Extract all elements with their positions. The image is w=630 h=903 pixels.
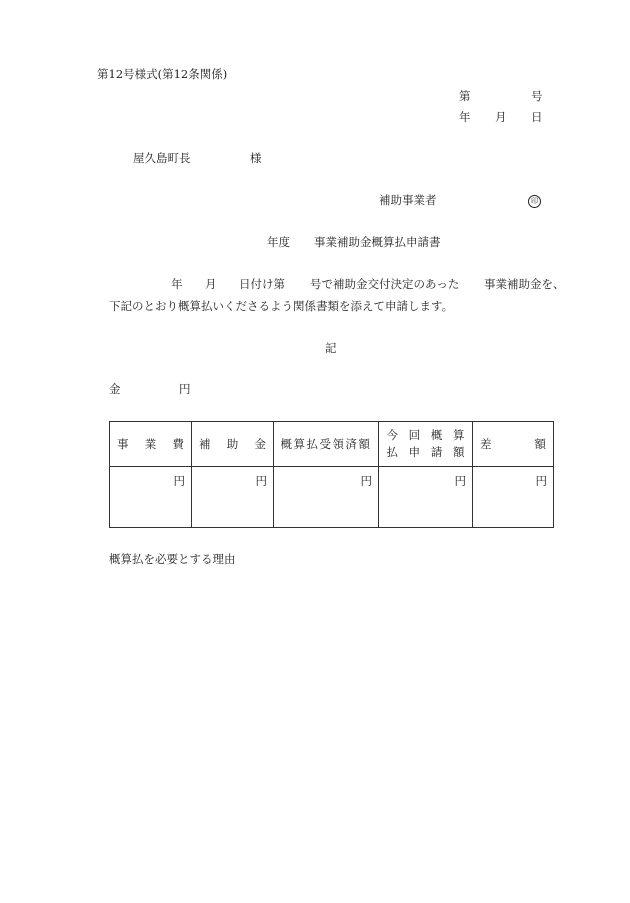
body-subsidy-text: 事業補助金を、: [484, 277, 565, 291]
document-number-suffix: 号: [531, 89, 543, 103]
amount-table: [109, 421, 554, 528]
header-received: 概算払受領済額: [274, 422, 379, 467]
cell-subsidy: 円: [192, 467, 274, 528]
body-line-2: 下記のとおり概算払いくださるよう関係書類を添えて申請します。: [109, 299, 454, 313]
body-month: 月: [205, 277, 217, 291]
cell-balance: 円: [473, 467, 554, 528]
ki-heading: 記: [325, 341, 337, 355]
applicant-label: 補助事業者: [379, 193, 437, 207]
addressee-name: 屋久島町長: [133, 151, 191, 165]
cell-current-request: 円: [379, 467, 473, 528]
body-date-number: 日付け第: [239, 277, 285, 291]
seal-mark: [528, 194, 541, 208]
reason-label: 概算払を必要とする理由: [109, 552, 236, 566]
amount-label: 金: [109, 382, 121, 396]
table-row: [110, 467, 554, 528]
header-balance: 差 額: [473, 422, 554, 467]
body-year: 年: [171, 277, 183, 291]
seal-icon: 印: [528, 195, 541, 208]
header-business-cost: 事 業 費: [110, 422, 192, 467]
cell-received: 円: [274, 467, 379, 528]
table-header-row: [110, 422, 554, 467]
addressee-honorific: 様: [250, 151, 262, 165]
form-label: 第12号様式(第12条関係): [97, 67, 228, 81]
document-number-prefix: 第: [459, 89, 471, 103]
page-title: 事業補助金概算払申請書: [314, 235, 441, 249]
title-fiscal-year: 年度: [267, 235, 290, 249]
date-year: 年: [459, 110, 471, 124]
date-month: 月: [495, 110, 507, 124]
body-decision-text: 号で補助金交付決定のあった: [310, 277, 460, 291]
date-day: 日: [531, 110, 543, 124]
cell-business-cost: 円: [110, 467, 192, 528]
header-current-request: 今 回 概 算 払 申 請 額: [379, 422, 473, 467]
header-subsidy: 補 助 金: [192, 422, 274, 467]
amount-unit: 円: [179, 382, 191, 396]
